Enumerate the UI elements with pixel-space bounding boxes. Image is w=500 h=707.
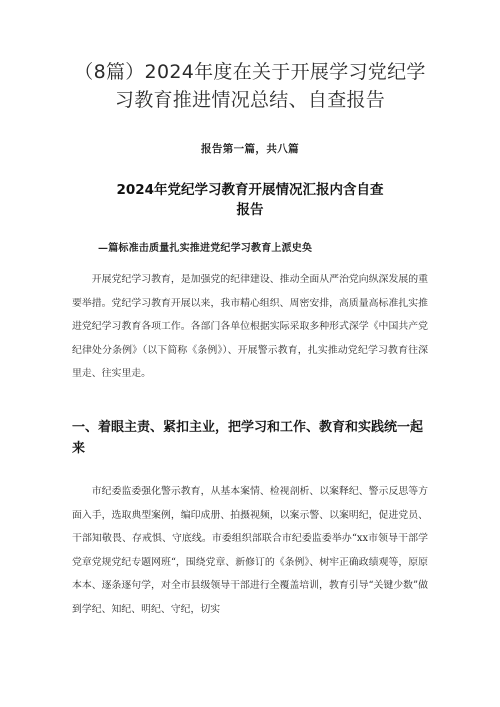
document-title: （8篇）2024年度在关于开展学习党纪学习教育推进情况总结、自查报告 [74, 61, 426, 111]
report-subtitle: 2024年党纪学习教育开展情况汇报内含自查报告 [116, 182, 384, 218]
body-paragraph-section-1: 市纪委监委强化警示教育，从基本案情、检视剖析、以案释纪、警示反思等方面入手，选取典型案例，编印成册、拍摄视频，以案示警、以案明纪，促进党员、干部知敬畏、存戒惧、守底线。市委组织部联合市纪委监委举办“xx市领导干部学党章党规党纪专题网班“，围绕党章、新修订的《条例》、树牢正确政绩观等，原原本本、逐条逐句学，对全市县级领导干部进行全覆盖培训，教育引导“关键少数”做到学纪、知纪、明纪、守纪，切实 [72, 486, 428, 615]
body-paragraph-intro: 开展党纪学习教育，是加强党的纪律建设、推动全面从严治党向纵深发展的重要举措。党纪学习教育开展以来，我市精心组织、周密安排，高质量高标准扎实推进党纪学习教育各项工作。各部门各单位根据实际采取多种形式深学《中国共产党纪律处分条例》（以下简称《条例》）、开展警示教育，扎实推动党纪学习教育往深里走、往实里走。 [72, 274, 428, 380]
section-heading-1: 一、着眼主责、紧扣主业，把学习和工作、教育和实践统一起来 [72, 420, 424, 456]
article-count-label: 报告第一篇，共八篇 [200, 143, 300, 155]
report-tagline: —篇标准击质量扎实推进党纪学习教育上派史奂 [98, 243, 313, 254]
